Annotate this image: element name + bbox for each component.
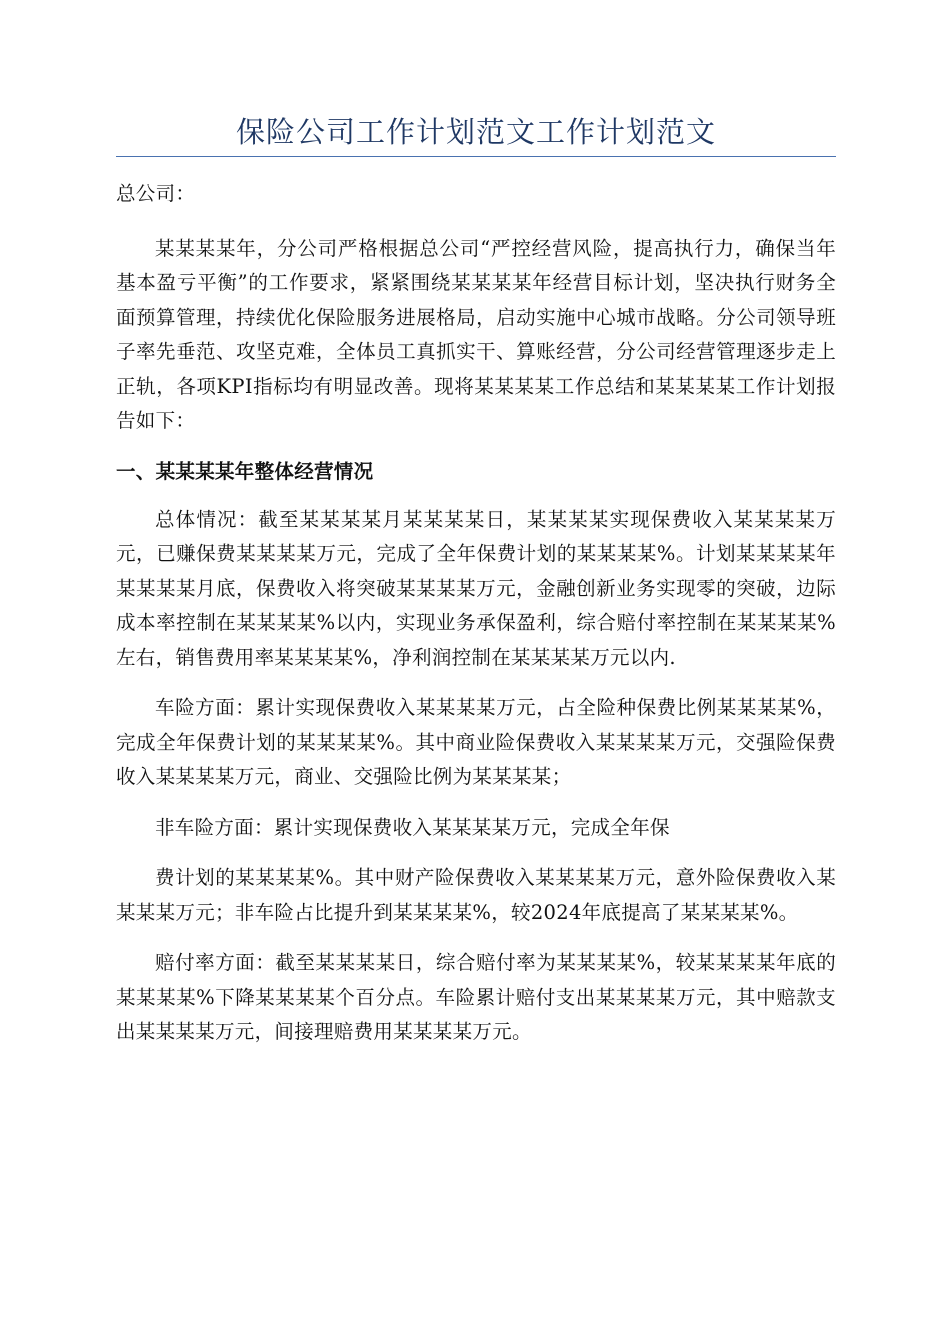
non-auto-paragraph-part2: 费计划的某某某某%。其中财产险保费收入某某某某万元，意外险保费收入某某某某万元；非车险占比提升到某某某某%，较2024年底提高了某某某某%。 [116,866,836,924]
document-page [116,112,836,1050]
document-title: 保险公司工作计划范文工作计划范文 [235,115,716,149]
overall-paragraph: 总体情况：截至某某某某月某某某某日，某某某某实现保费收入某某某某万元，已赚保费某某某某万元，完成了全年保费计划的某某某某%。计划某某某某年某某某某月底，保费收入将突破某某某某万元，金融创新业务实现零的突破，边际成本率控制在某某某某%以内，实现业务承保盈利，综合赔付率控制在某某某某%左右，销售费用率某某某某%，净利润控制在某某某某万元以内. [116,507,836,669]
claims-paragraph: 赔付率方面：截至某某某某日，综合赔付率为某某某某%，较某某某某年底的某某某某%下降某某某某个百分点。车险累计赔付支出某某某某万元，其中赔款支出某某某某万元，间接理赔费用某某某某万元。 [116,951,836,1043]
title-underline [116,156,836,157]
auto-insurance-paragraph: 车险方面：累计实现保费收入某某某某万元，占全险种保费比例某某某某%，完成全年保费计划的某某某某%。其中商业险保费收入某某某某万元，交强险保费收入某某某某万元，商业、交强险比例为某某某某； [116,696,836,788]
non-auto-paragraph-part1: 非车险方面：累计实现保费收入某某某某万元，完成全年保 [155,815,670,839]
section-heading-1: 一、某某某某年整体经营情况 [116,459,374,483]
intro-paragraph: 某某某某年，分公司严格根据总公司“严控经营风险，提高执行力，确保当年基本盈亏平衡”的工作要求，紧紧围绕某某某某年经营目标计划，坚决执行财务全面预算管理，持续优化保险服务进展格局，启动实施中心城市战略。分公司领导班子率先垂范、攻坚克难，全体员工真抓实干、算账经营，分公司经营管理逐步走上正轨，各项KPI指标均有明显改善。现将某某某某工作总结和某某某某工作计划报告如下： [116,236,836,432]
salutation: 总公司： [116,182,196,205]
